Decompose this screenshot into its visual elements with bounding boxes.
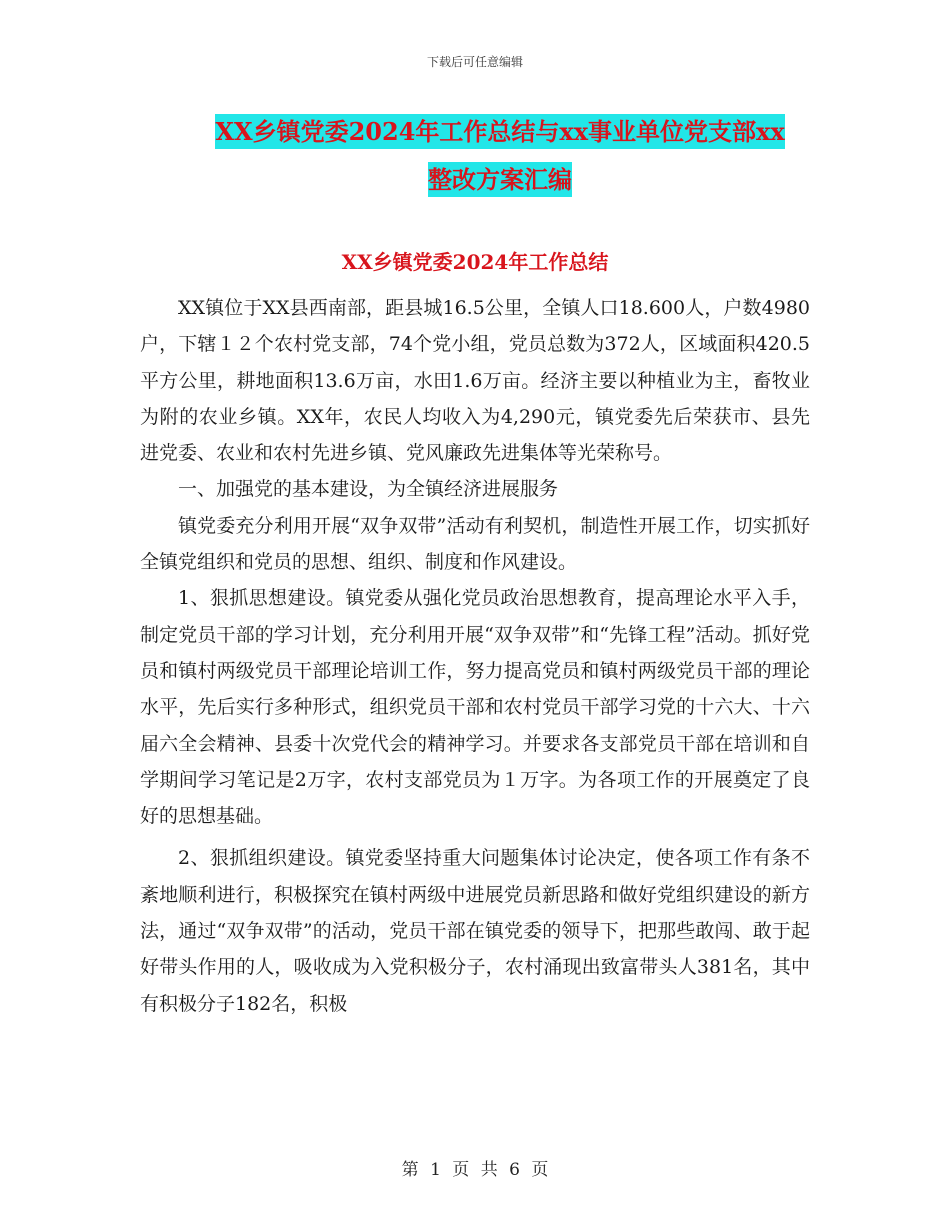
paragraph: XX镇位于XX县西南部，距县城16.5公里，全镇人口18.600人，户数4980户，下辖１２个农村党支部，74个党小组，党员总数为372人，区域面积420.5平方公里，耕地面积13.6万亩，水田1.6万亩。经济主要以种植业为主，畜牧业为附的农业乡镇。XX年，农民人均收入为4,290元，镇党委先后荣获市、县先进党委、农业和农村先进乡镇、党风廉政先进集体等光荣称号。	[140, 297, 810, 465]
paragraph: 1、狠抓思想建设。镇党委从强化党员政治思想教育，提高理论水平入手，制定党员干部的学习计划，充分利用开展“双争双带”和“先锋工程”活动。抓好党员和镇村两级党员干部理论培训工作，努力提高党员和镇村两级党员干部的理论水平，先后实行多种形式，组织党员干部和农村党员干部学习党的十六大、十六届六全会精神、县委十次党代会的精神学习。并要求各支部党员干部在培训和自学期间学习笔记是2万字，农村支部党员为１万字。为各项工作的开展奠定了良好的思想基础。	[140, 587, 810, 828]
document-title-line2: 整改方案汇编	[428, 162, 572, 197]
paragraph: 2、狠抓组织建设。镇党委坚持重大问题集体讨论决定，使各项工作有条不紊地顺利进行，积极探究在镇村两级中进展党员新思路和做好党组织建设的新方法，通过“双争双带”的活动，党员干部在镇党委的领导下，把那些敢闯、敢于起好带头作用的人，吸收成为入党积极分子，农村涌现出致富带头人381名，其中有积极分子182名，积极	[140, 847, 810, 1015]
page-number: 第 1 页 共 6 页	[401, 1160, 549, 1180]
paragraph: 镇党委充分利用开展“双争双带”活动有利契机，制造性开展工作，切实抓好全镇党组织和党员的思想、组织、制度和作风建设。	[140, 514, 810, 574]
header-note: 下载后可任意编辑	[426, 55, 523, 69]
section-title: XX乡镇党委2024年工作总结	[341, 250, 609, 274]
document-body	[140, 290, 810, 1022]
document-title-line1: XX乡镇党委2024年工作总结与xx事业单位党支部xx	[215, 114, 784, 149]
section-heading: 一、加强党的基本建设，为全镇经济进展服务	[178, 478, 559, 501]
document-title	[150, 108, 850, 204]
